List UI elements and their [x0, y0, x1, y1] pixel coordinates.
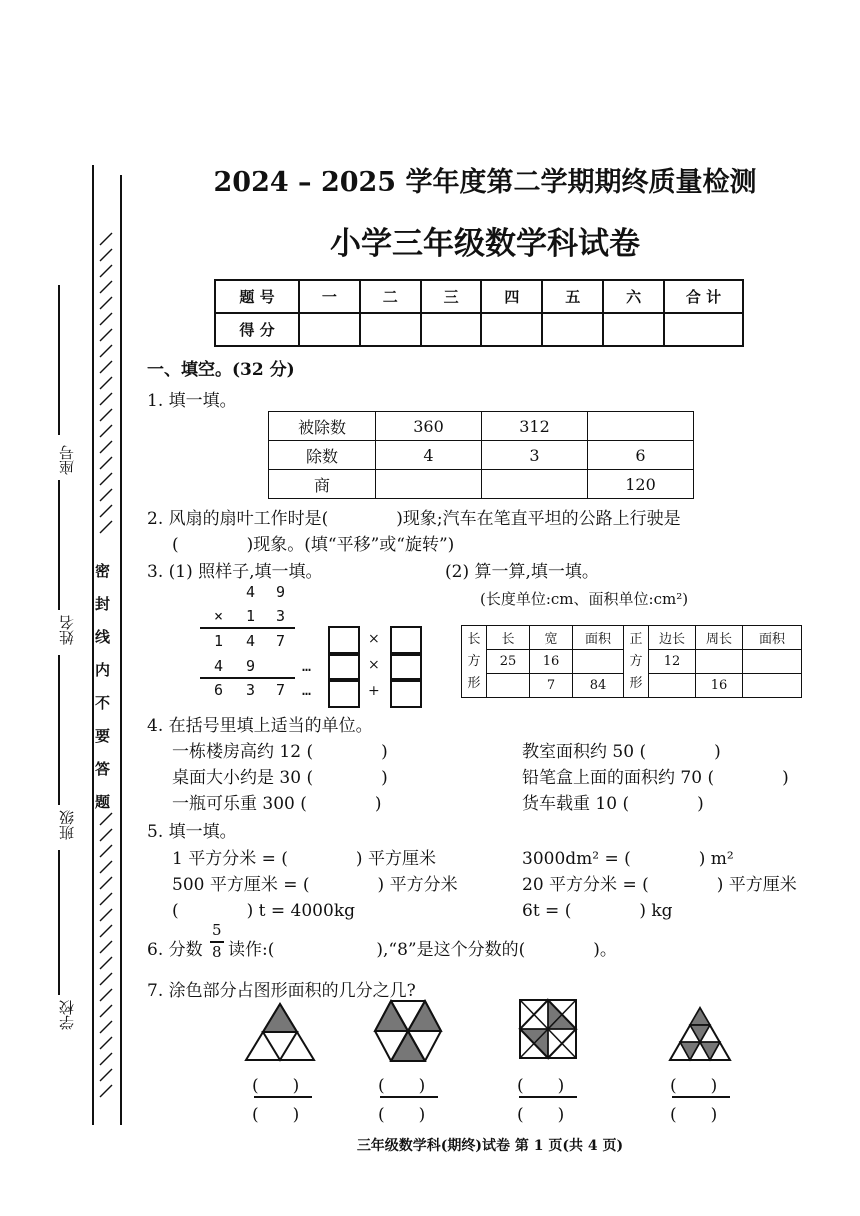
q5-item: 3000dm² = ( ) m²: [522, 849, 734, 869]
mult-digit: 3: [276, 607, 286, 625]
q4-item: 一瓶可乐重 300 ( ): [172, 794, 382, 814]
mult-digit: 4: [214, 657, 224, 675]
q4-item: 一栋楼房高约 12 ( ): [172, 742, 388, 762]
square-header: 边长: [649, 626, 696, 650]
mult-digit: ×: [214, 607, 224, 625]
q1-cell: 4: [376, 441, 482, 470]
fraction-line: [672, 1096, 730, 1098]
q1-row-head: 除数: [269, 441, 376, 470]
rect-header: 长: [487, 626, 530, 650]
figure-hexagon: [373, 999, 443, 1063]
q1-row-head: 被除数: [269, 412, 376, 441]
answer-denominator[interactable]: ( ): [378, 1105, 426, 1125]
q7-label: 7. 涂色部分占图形面积的几分之几?: [147, 981, 416, 1001]
score-header: 二: [360, 280, 421, 313]
answer-denominator[interactable]: ( ): [252, 1105, 300, 1125]
figure-square: [518, 998, 578, 1060]
square-cell: 12: [649, 650, 696, 674]
mult-digit: 9: [276, 583, 286, 601]
score-header: 四: [481, 280, 542, 313]
fraction-numerator: 5: [212, 921, 222, 939]
seal-char: 不: [95, 694, 111, 712]
score-row-label: 得 分: [215, 313, 299, 346]
class-label: 班级: [58, 810, 76, 840]
mult-digit: 7: [276, 632, 286, 650]
q3-label1: 3. (1) 照样子,填一填。: [147, 562, 323, 582]
school-label: 学校: [58, 1000, 76, 1030]
op-symbol: +: [368, 683, 380, 699]
class-line[interactable]: [58, 655, 60, 805]
name-line[interactable]: [58, 480, 60, 610]
q1-cell[interactable]: [482, 470, 588, 499]
q4-label: 4. 在括号里填上适当的单位。: [147, 716, 373, 736]
q1-cell: 6: [588, 441, 694, 470]
q1-cell: 120: [588, 470, 694, 499]
seat-line[interactable]: [58, 285, 60, 435]
seal-char: 答: [95, 760, 111, 778]
answer-numerator[interactable]: ( ): [517, 1076, 565, 1096]
rect-cell: 7: [530, 674, 573, 698]
page-footer: 三年级数学科(期终)试卷 第 1 页(共 4 页): [356, 1138, 624, 1154]
answer-numerator[interactable]: ( ): [252, 1076, 300, 1096]
section-title: 一、填空。(32 分): [147, 360, 295, 380]
rect-side-char: 形: [467, 675, 481, 691]
q6-suffix: 读作:( ),“8”是这个分数的( )。: [228, 940, 617, 960]
rect-side-label: [462, 626, 487, 698]
op-symbol: ×: [368, 657, 380, 673]
q4-item: 铅笔盒上面的面积约 70 ( ): [522, 768, 789, 788]
rect-cell[interactable]: [487, 674, 530, 698]
square-cell: 16: [696, 674, 743, 698]
answer-denominator[interactable]: ( ): [670, 1105, 718, 1125]
q5-item: 20 平方分米 = ( ) 平方厘米: [522, 875, 797, 895]
q2-line1: 2. 风扇的扇叶工作时是( )现象;汽车在笔直平坦的公路上行驶是: [147, 509, 681, 529]
square-side-char: 方: [629, 653, 643, 669]
square-header: 面积: [743, 626, 802, 650]
mult-digit: 6: [214, 681, 224, 699]
rect-header: 面积: [573, 626, 624, 650]
q1-cell[interactable]: [376, 470, 482, 499]
mult-digit: 1: [214, 632, 224, 650]
score-cell[interactable]: [481, 313, 542, 346]
seal-char: 线: [95, 628, 111, 646]
score-header: 题 号: [215, 280, 299, 313]
rect-cell: 25: [487, 650, 530, 674]
square-cell[interactable]: [696, 650, 743, 674]
square-header: 周长: [696, 626, 743, 650]
mult-digit: 4: [246, 632, 256, 650]
q4-item: 货车载重 10 ( ): [522, 794, 704, 814]
figure-triangle: [244, 1002, 316, 1062]
rect-header: 宽: [530, 626, 573, 650]
answer-box[interactable]: [328, 678, 360, 708]
square-cell[interactable]: [743, 674, 802, 698]
score-cell[interactable]: [299, 313, 360, 346]
name-label: 姓名: [58, 615, 76, 645]
q1-table: [268, 411, 694, 499]
score-cell[interactable]: [542, 313, 603, 346]
square-cell[interactable]: [743, 650, 802, 674]
square-side-label: [624, 626, 649, 698]
q1-cell: 3: [482, 441, 588, 470]
square-side-char: 形: [629, 675, 643, 691]
mult-digit: 4: [246, 583, 256, 601]
fraction-denominator: 8: [212, 943, 222, 961]
seal-char: 密: [95, 562, 111, 580]
score-header: 六: [603, 280, 664, 313]
answer-box[interactable]: [390, 678, 422, 708]
q3-units: (长度单位:cm、面积单位:cm²): [480, 590, 689, 608]
dots: …: [302, 657, 312, 675]
rect-cell: 16: [530, 650, 573, 674]
score-cell[interactable]: [360, 313, 421, 346]
answer-numerator[interactable]: ( ): [378, 1076, 426, 1096]
seal-char: 封: [95, 595, 111, 613]
exam-subtitle: 小学三年级数学科试卷: [330, 226, 640, 262]
q5-item: ( ) t = 4000kg: [172, 901, 355, 921]
score-header: 三: [421, 280, 482, 313]
q5-label: 5. 填一填。: [147, 822, 237, 842]
rect-side-char: 长: [467, 631, 481, 647]
q5-item: 1 平方分米 = ( ) 平方厘米: [172, 849, 436, 869]
q6-prefix: 6. 分数: [147, 940, 203, 960]
op-symbol: ×: [368, 631, 380, 647]
figure-small-triangles: [668, 1006, 732, 1062]
rect-side-char: 方: [467, 653, 481, 669]
score-cell[interactable]: [603, 313, 664, 346]
q3-label2: (2) 算一算,填一填。: [445, 562, 599, 582]
q5-item: 500 平方厘米 = ( ) 平方分米: [172, 875, 458, 895]
dots: …: [302, 681, 312, 699]
fraction-line: [254, 1096, 312, 1098]
answer-denominator[interactable]: ( ): [517, 1105, 565, 1125]
q1-cell: 360: [376, 412, 482, 441]
score-cell[interactable]: [664, 313, 743, 346]
fraction-line: [519, 1096, 577, 1098]
q4-item: 教室面积约 50 ( ): [522, 742, 721, 762]
q2-line2: ( )现象。(填“平移”或“旋转”): [172, 535, 455, 555]
mult-digit: 9: [246, 657, 256, 675]
seal-char: 内: [95, 661, 111, 679]
school-line[interactable]: [58, 850, 60, 995]
score-header: 五: [542, 280, 603, 313]
score-header: 一: [299, 280, 360, 313]
seat-label: 座号: [58, 445, 76, 475]
seal-char: 题: [95, 793, 111, 811]
exam-title: 2024 – 2025 学年度第二学期期终质量检测: [213, 167, 757, 198]
q1-cell: 312: [482, 412, 588, 441]
seal-char: 要: [95, 727, 111, 745]
q1-label: 1. 填一填。: [147, 391, 237, 411]
score-table: [214, 279, 744, 347]
mult-digit: 7: [276, 681, 286, 699]
square-cell[interactable]: [649, 674, 696, 698]
score-header: 合 计: [664, 280, 743, 313]
q5-item: 6t = ( ) kg: [522, 901, 673, 921]
rect-cell[interactable]: [573, 650, 624, 674]
score-cell[interactable]: [421, 313, 482, 346]
mult-digit: 1: [246, 607, 256, 625]
rect-cell: 84: [573, 674, 624, 698]
fraction-line: [380, 1096, 438, 1098]
q4-item: 桌面大小约是 30 ( ): [172, 768, 388, 788]
q1-row-head: 商: [269, 470, 376, 499]
square-side-char: 正: [629, 631, 643, 647]
q3-table: [461, 625, 802, 698]
answer-numerator[interactable]: ( ): [670, 1076, 718, 1096]
mult-digit: 3: [246, 681, 256, 699]
q1-cell[interactable]: [588, 412, 694, 441]
